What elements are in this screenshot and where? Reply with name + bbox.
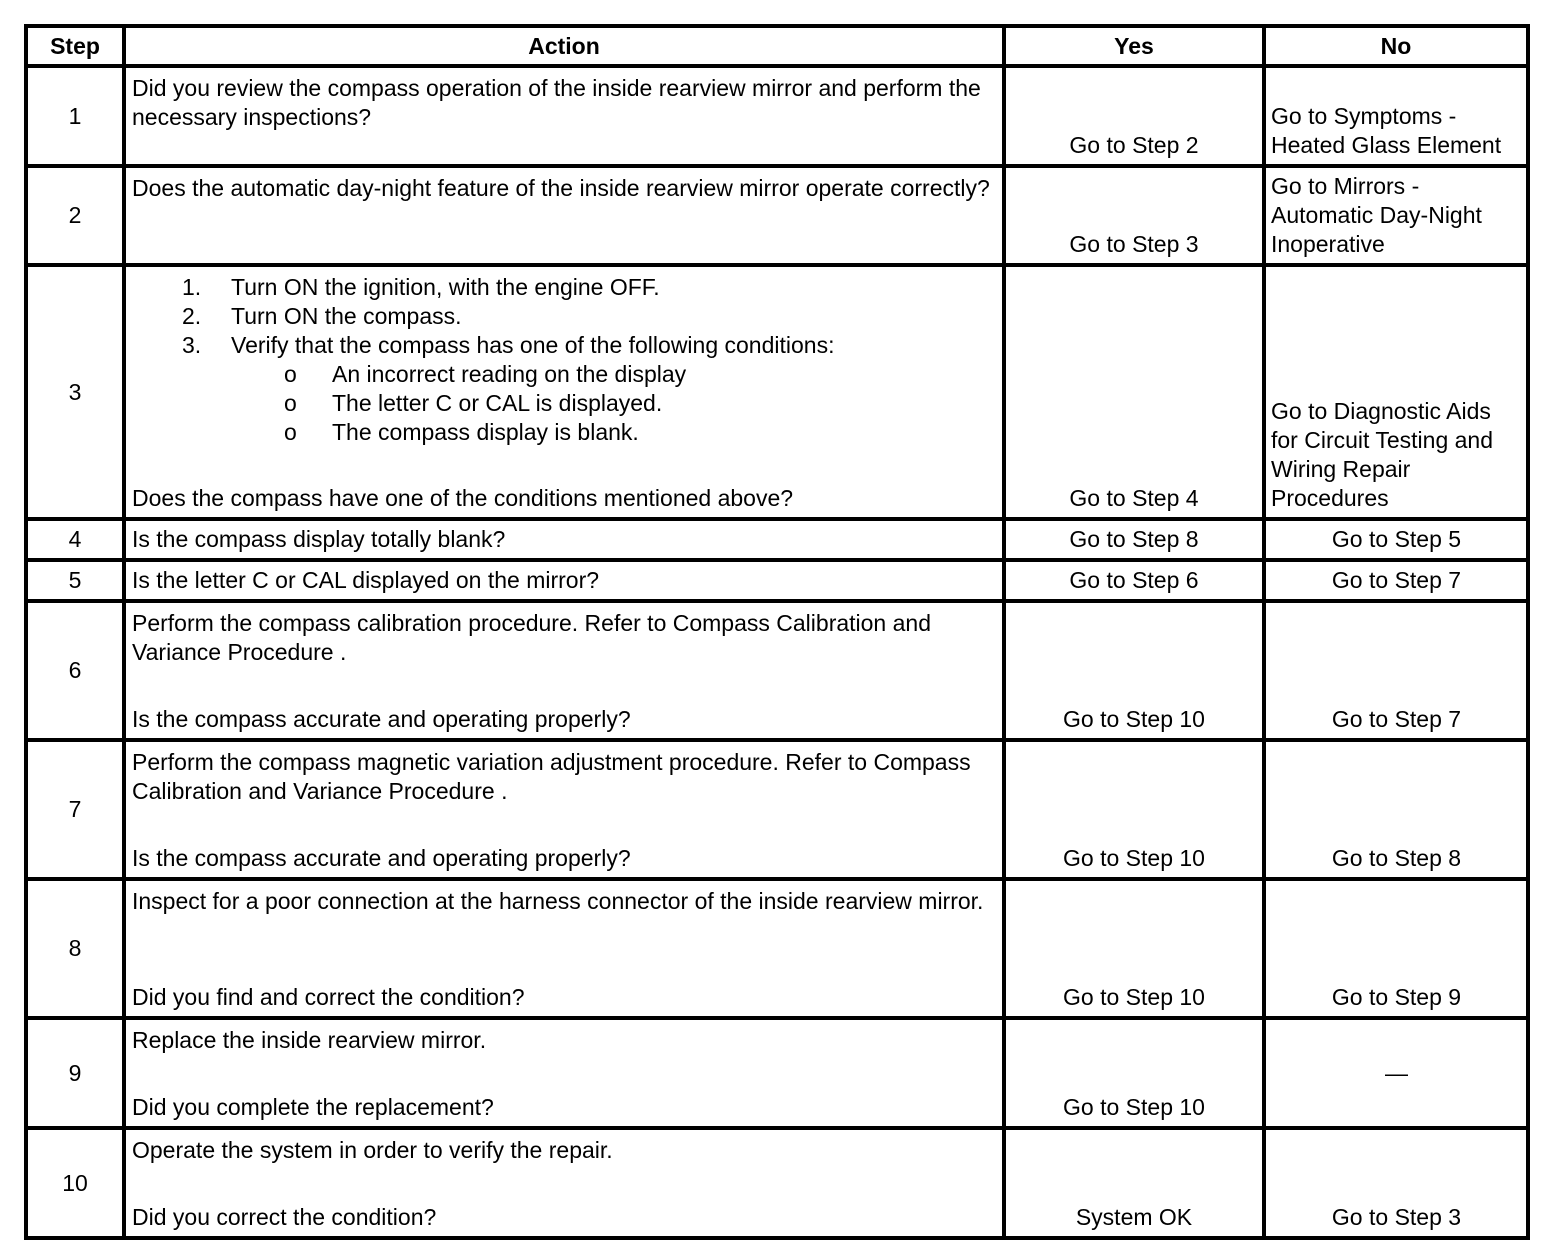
table-row [28,68,1530,168]
diagnostic-table [24,24,1530,1240]
bullet-list [132,360,996,447]
no-result: Go to Step 8 [1266,742,1530,881]
action-cell [126,68,1006,168]
yes-result: Go to Step 10 [1006,881,1266,1020]
action-cell [126,1020,1006,1130]
no-result: Go to Step 3 [1266,1130,1530,1240]
list-item: 1. Turn ON the ignition, with the engine OFF. [182,274,660,300]
step-number: 7 [28,742,126,881]
action-text: Perform the compass magnetic variation adjustment procedure. Refer to Compass Calibration and Variance Procedure . [132,749,971,804]
yes-result: Go to Step 10 [1006,742,1266,881]
step-number: 4 [28,521,126,562]
table-row [28,603,1530,742]
table-row [28,881,1530,1020]
step-number: 9 [28,1020,126,1130]
step-number: 5 [28,562,126,603]
bullet-icon: o [284,390,297,416]
bullet-icon: o [284,361,297,387]
action-question: Did you complete the replacement? [132,1094,494,1120]
action-text: Is the compass display totally blank? [132,526,506,552]
step-number: 1 [28,68,126,168]
action-cell [126,267,1006,521]
action-cell [126,562,1006,603]
no-result: Go to Symptoms - Heated Glass Element [1266,68,1530,168]
table-row [28,267,1530,521]
action-text: Inspect for a poor connection at the harness connector of the inside rearview mirror. [132,888,984,914]
action-question: Does the compass have one of the conditions mentioned above? [132,485,794,511]
action-question: Is the compass accurate and operating properly? [132,845,631,871]
no-result: Go to Mirrors - Automatic Day-Night Inoperative [1266,168,1530,267]
action-text: Is the letter C or CAL displayed on the mirror? [132,567,600,593]
yes-result: Go to Step 3 [1006,168,1266,267]
no-result: Go to Step 7 [1266,603,1530,742]
no-result: — [1266,1020,1530,1130]
action-text: Replace the inside rearview mirror. [132,1027,487,1053]
list-item: o The letter C or CAL is displayed. [284,390,663,416]
action-text: Perform the compass calibration procedure. Refer to Compass Calibration and Variance Procedure . [132,610,931,665]
table-row [28,1020,1530,1130]
yes-result: System OK [1006,1130,1266,1240]
action-cell [126,521,1006,562]
action-cell [126,168,1006,267]
numbered-list [132,273,996,360]
step-number: 2 [28,168,126,267]
header-action: Action [126,28,1006,68]
list-item: o The compass display is blank. [284,419,639,445]
yes-result: Go to Step 4 [1006,267,1266,521]
header-no: No [1266,28,1530,68]
action-cell [126,881,1006,1020]
yes-result: Go to Step 10 [1006,1020,1266,1130]
table-row [28,521,1530,562]
no-result: Go to Diagnostic Aids for Circuit Testing and Wiring Repair Procedures [1266,267,1530,521]
step-number: 8 [28,881,126,1020]
no-result: Go to Step 9 [1266,881,1530,1020]
list-item: 2. Turn ON the compass. [182,303,462,329]
action-cell [126,742,1006,881]
table-row [28,168,1530,267]
list-item: o An incorrect reading on the display [284,361,687,387]
table-row [28,562,1530,603]
action-cell [126,1130,1006,1240]
step-number: 3 [28,267,126,521]
action-text: Did you review the compass operation of the inside rearview mirror and perform the necessary inspections? [132,75,981,130]
yes-result: Go to Step 10 [1006,603,1266,742]
action-cell [126,603,1006,742]
action-question: Did you correct the condition? [132,1204,437,1230]
action-question: Is the compass accurate and operating properly? [132,706,631,732]
table-row [28,742,1530,881]
step-number: 6 [28,603,126,742]
yes-result: Go to Step 2 [1006,68,1266,168]
yes-result: Go to Step 8 [1006,521,1266,562]
yes-result: Go to Step 6 [1006,562,1266,603]
no-result: Go to Step 5 [1266,521,1530,562]
list-item: 3. Verify that the compass has one of the following conditions: [182,332,835,358]
header-step: Step [28,28,126,68]
header-row [28,28,1530,68]
no-result: Go to Step 7 [1266,562,1530,603]
action-question: Did you find and correct the condition? [132,984,525,1010]
step-number: 10 [28,1130,126,1240]
table-row [28,1130,1530,1240]
header-yes: Yes [1006,28,1266,68]
action-text: Does the automatic day-night feature of the inside rearview mirror operate correctly? [132,175,990,201]
bullet-icon: o [284,419,297,445]
action-text: Operate the system in order to verify the repair. [132,1137,613,1163]
